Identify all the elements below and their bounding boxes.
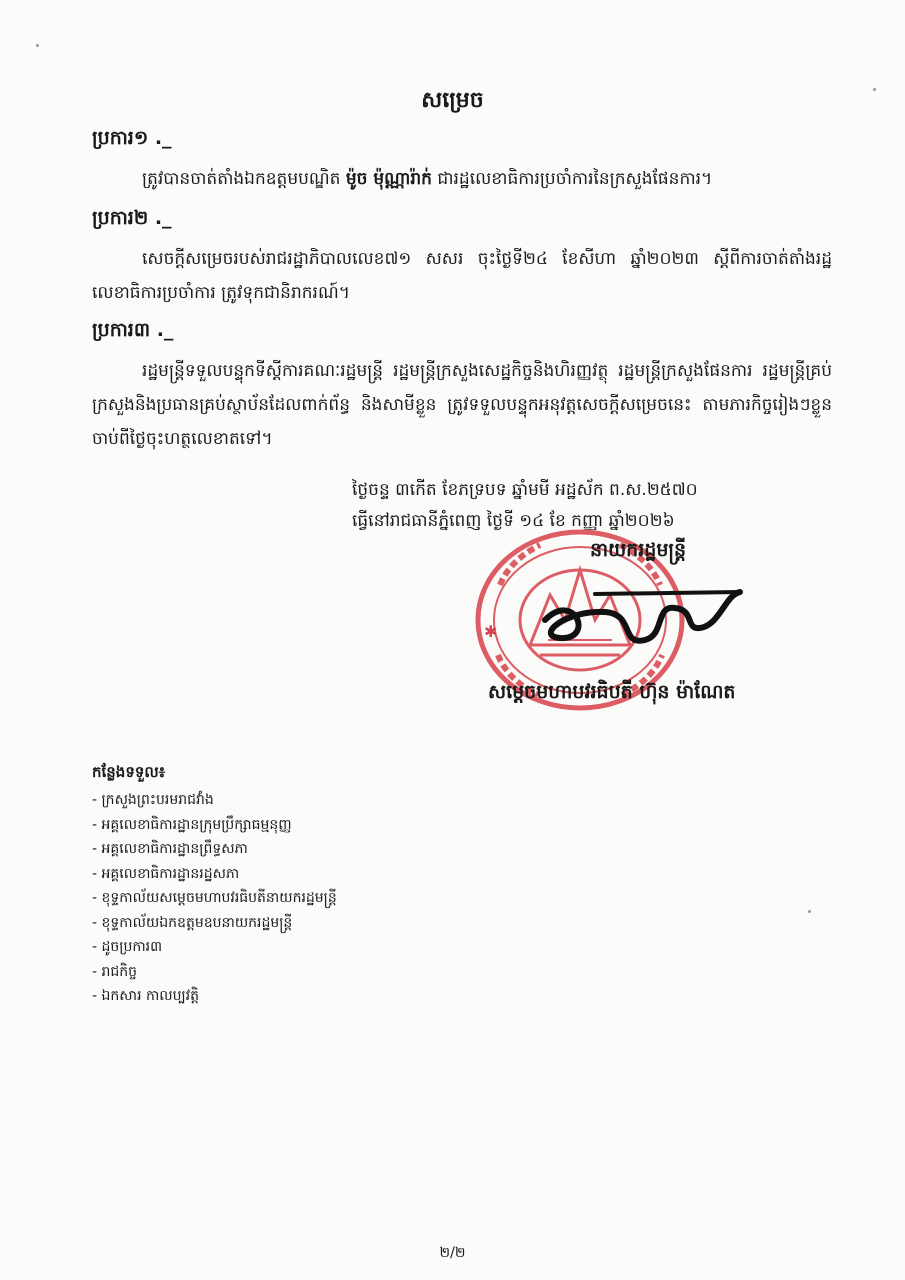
recipient-item: - រាជកិច្ច: [92, 960, 337, 985]
appointee-name: ម៉ូច ម៉ុណ្ណារ៉ាក់: [345, 169, 432, 189]
recipient-item: - ខុទ្ទកាល័យឯកឧត្តមឧបនាយករដ្ឋមន្ត្រី: [92, 911, 337, 936]
recipient-item: - ក្រសួងព្រះបរមរាជវាំង: [92, 788, 337, 813]
recipient-item: - អគ្គលេខាធិការដ្ឋានក្រុមប្រឹក្សាធម្មនុញ្ញ: [92, 813, 337, 838]
recipients-title: កន្លែងទទួល៖: [92, 763, 166, 781]
paper-speck: [808, 910, 811, 913]
page-number: ២/២: [439, 1245, 466, 1261]
recipient-item: - ដូចប្រការ៣: [92, 935, 337, 960]
article-2-body: សេចក្តីសម្រេចរបស់រាជរដ្ឋាភិបាលលេខ៧១ សសរ ចុះថ្ងៃទី២៤ ខែសីហា ឆ្នាំ២០២៣ ស្តីពីការចាត់តាំងរដ្ឋលេខាធិការប្រចាំការ ត្រូវទុកជានិរាករណ៍។: [92, 249, 832, 303]
article-1-text-before: ត្រូវបានចាត់តាំងឯកឧត្តមបណ្ឌិត: [142, 169, 346, 189]
article-3-body: រដ្ឋមន្ត្រីទទួលបន្ទុកទីស្តីការគណៈរដ្ឋមន្ត្រី រដ្ឋមន្ត្រីក្រសួងសេដ្ឋកិច្ចនិងហិរញ្ញវត្ថុ រដ្ឋមន្ត្រីក្រសួងផែនការ រដ្ឋមន្ត្រីគ្រប់ក្រសួងនិងប្រធានគ្រប់ស្ថាប័នដែលពាក់ព័ន្ធ និងសាមីខ្លួន ត្រូវទទួលបន្ទុកអនុវត្តសេចក្តីសម្រេចនេះ តាមភារកិច្ចរៀងៗខ្លួនចាប់ពីថ្ងៃចុះហត្ថលេខាតទៅ។: [92, 361, 832, 449]
article-1-title: ប្រការ១ ._: [92, 127, 172, 149]
article-2-text: [92, 242, 832, 310]
article-1-text: [92, 162, 832, 196]
article-3-title: ប្រការ៣ ._: [92, 319, 174, 341]
recipients-list: [92, 788, 337, 1009]
decision-heading: សម្រេច: [421, 88, 484, 113]
signer-title: នាយករដ្ឋមន្ត្រី: [590, 539, 687, 561]
recipient-item: - អគ្គលេខាធិការដ្ឋានរដ្ឋសភា: [92, 862, 337, 887]
date-solar: ធ្វើនៅរាជធានីភ្នំពេញ ថ្ងៃទី ១៤ ខែ កញ្ញា ឆ្នាំ២០២៦: [352, 511, 675, 531]
recipient-item: - អគ្គលេខាធិការដ្ឋានព្រឹទ្ធសភា: [92, 837, 337, 862]
signer-name: សម្តេចមហាបវរធិបតី ហ៊ុន ម៉ាណែត: [488, 681, 736, 703]
paper-speck: [36, 44, 39, 47]
svg-text:✱: ✱: [484, 622, 498, 641]
recipient-item: - ឯកសារ កាលប្បវត្តិ: [92, 984, 337, 1009]
article-2-title: ប្រការ២ ._: [92, 207, 172, 229]
date-lunar: ថ្ងៃចន្ទ ៣កើត ខែភទ្របទ ឆ្នាំមមី អដ្ឋស័ក ព.ស.២៥៧០: [352, 480, 698, 500]
signature-icon: [535, 580, 745, 650]
article-1-text-after: ជារដ្ឋលេខាធិការប្រចាំការនៃក្រសួងផែនការ។: [431, 169, 713, 189]
article-3-text: [92, 354, 832, 456]
recipient-item: - ខុទ្ទកាល័យសម្តេចមហាបវរធិបតីនាយករដ្ឋមន្ត្រី: [92, 886, 337, 911]
